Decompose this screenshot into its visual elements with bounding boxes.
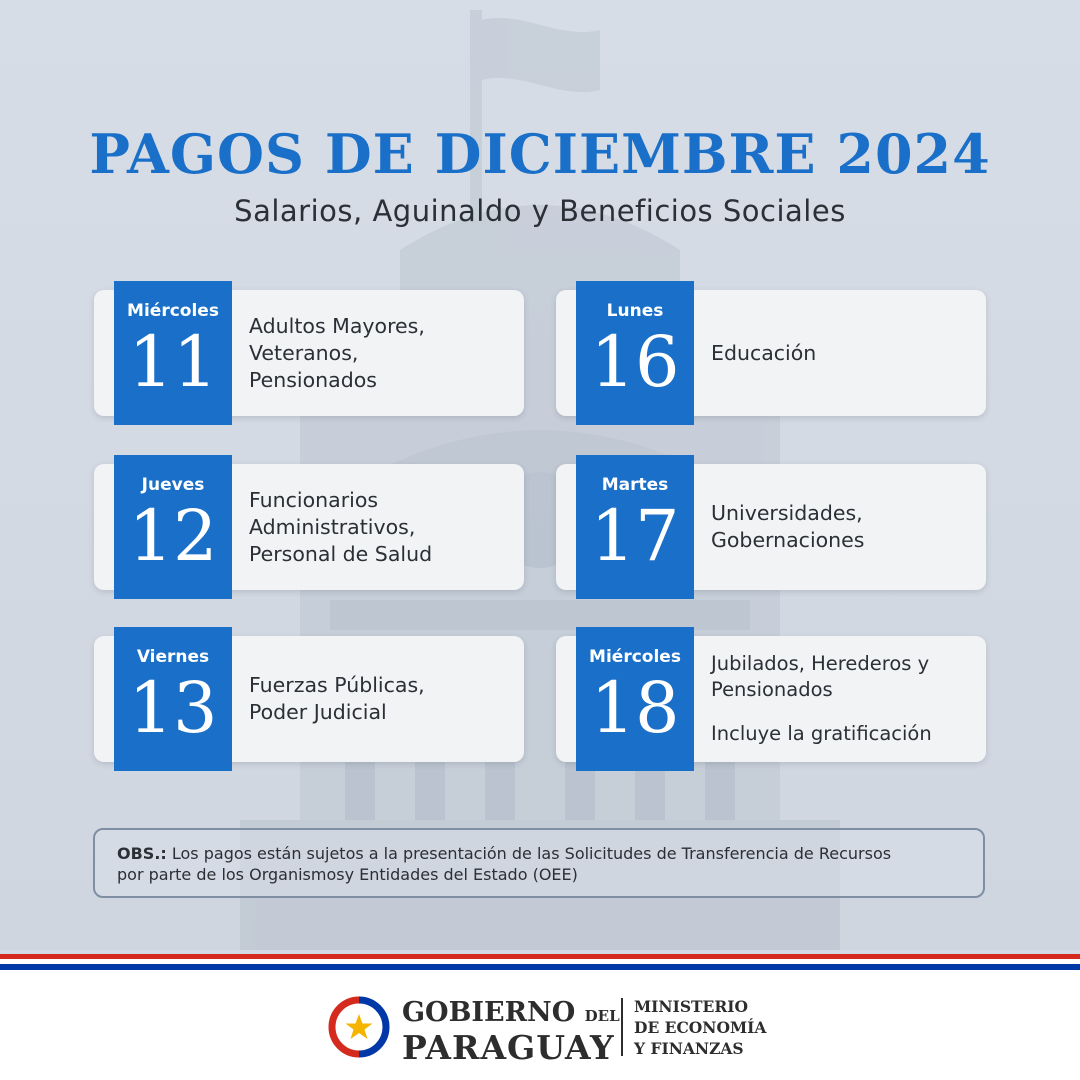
- date-badge: [114, 627, 232, 771]
- observation-text: por parte de los Organismosy Entidades del Estado (OEE): [117, 865, 578, 884]
- paraguay-seal-icon: [326, 994, 392, 1064]
- payment-card-18: [556, 636, 986, 762]
- day-number: 12: [128, 495, 218, 577]
- recipient-line: Adultos Mayores,: [249, 313, 425, 338]
- recipient-line: Gobernaciones: [711, 528, 865, 552]
- gov-country: PARAGUAY: [402, 1028, 615, 1067]
- weekday-label: Lunes: [606, 301, 664, 321]
- recipient-line: Veteranos,: [249, 340, 359, 365]
- gov-word: GOBIERNO: [402, 997, 576, 1028]
- date-badge: [576, 627, 694, 771]
- recipient-line: Personal de Salud: [249, 541, 433, 566]
- payment-card-11: [94, 290, 524, 416]
- day-number: 18: [590, 667, 680, 749]
- payment-card-16: [556, 290, 986, 416]
- recipient-line: Pensionados: [249, 367, 377, 392]
- recipient-line: Administrativos,: [249, 514, 416, 539]
- weekday-label: Miércoles: [127, 301, 219, 321]
- ministry-line: Y FINANZAS: [634, 1039, 744, 1058]
- recipient-line: Funcionarios: [249, 487, 379, 512]
- day-number: 16: [590, 321, 680, 403]
- weekday-label: Viernes: [136, 647, 210, 667]
- payment-recipients: [711, 290, 974, 416]
- recipient-note: Incluye la gratificación: [711, 722, 932, 745]
- page-title: PAGOS DE DICIEMBRE 2024: [89, 122, 991, 186]
- ministry-line: MINISTERIO: [634, 997, 749, 1016]
- date-badge: [114, 455, 232, 599]
- payment-card-13: [94, 636, 524, 762]
- footer: [0, 974, 1080, 1080]
- recipient-line: Jubilados, Herederos y: [711, 652, 930, 675]
- logo-divider: [621, 998, 623, 1056]
- recipient-line: Fuerzas Públicas,: [249, 673, 425, 697]
- recipient-line: Poder Judicial: [249, 700, 387, 724]
- payment-recipients: [711, 636, 974, 762]
- ministry-logo-text: [634, 996, 766, 1059]
- government-logo-text: [402, 998, 620, 1065]
- date-badge: [576, 281, 694, 425]
- payment-recipients: [249, 290, 512, 416]
- date-badge: [576, 455, 694, 599]
- day-number: 13: [128, 667, 218, 749]
- observation-text: Los pagos están sujetos a la presentación de las Solicitudes de Transferencia de Recursos: [166, 844, 892, 863]
- payment-card-17: [556, 464, 986, 590]
- gov-del: DEL: [584, 1007, 620, 1025]
- date-badge: [114, 281, 232, 425]
- observation-box: [93, 828, 985, 898]
- day-number: 11: [128, 321, 218, 403]
- payment-recipients: [249, 636, 512, 762]
- weekday-label: Miércoles: [589, 647, 681, 667]
- weekday-label: Martes: [601, 475, 669, 495]
- recipient-line: Universidades,: [711, 501, 863, 525]
- page-subtitle: Salarios, Aguinaldo y Beneficios Sociales: [234, 194, 846, 228]
- payment-card-12: [94, 464, 524, 590]
- recipient-line: Educación: [711, 341, 817, 365]
- payment-recipients: [711, 464, 974, 590]
- recipient-line: Pensionados: [711, 678, 833, 701]
- day-number: 17: [590, 495, 680, 577]
- ministry-line: DE ECONOMÍA: [634, 1018, 767, 1037]
- weekday-label: Jueves: [141, 475, 205, 495]
- observation-label: OBS.:: [117, 844, 167, 863]
- payment-recipients: [249, 464, 512, 590]
